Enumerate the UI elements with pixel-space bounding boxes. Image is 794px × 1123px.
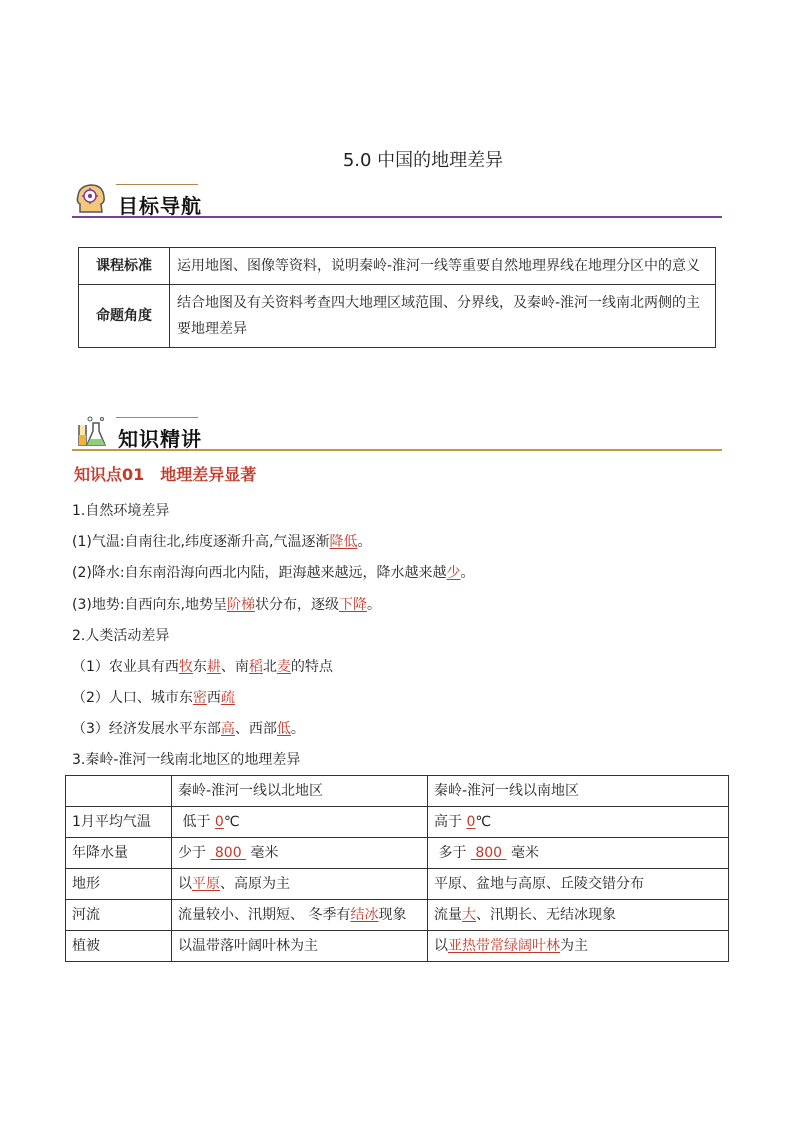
south-cell: 平原、盆地与高原、丘陵交错分布 — [428, 869, 729, 900]
curriculum-table — [78, 247, 716, 348]
table-row — [79, 248, 716, 285]
south-cell: 多于 800 毫米 — [428, 838, 729, 869]
table-row — [66, 776, 729, 807]
south-cell: 高于 0℃ — [428, 807, 729, 838]
row-text: 运用地图、图像等资料，说明秦岭-淮河一线等重要自然地理界线在地理分区中的意义 — [170, 248, 716, 285]
south-cell: 流量大、汛期长、无结冰现象 — [428, 900, 729, 931]
row-label: 河流 — [66, 900, 172, 931]
lab-flask-icon — [74, 415, 108, 449]
north-cell: 少于 800 毫米 — [172, 838, 428, 869]
header-cell — [66, 776, 172, 807]
page-title: 5.0 中国的地理差异 — [342, 150, 504, 171]
table-row — [66, 931, 729, 962]
header-top-line — [116, 417, 198, 418]
table-row — [66, 900, 729, 931]
header-top-line — [116, 184, 198, 185]
knowledge-point-title: 知识点01 地理差异显著 — [74, 465, 257, 484]
human-line-3: （3）经济发展水平东部高、西部低。 — [72, 721, 305, 737]
north-cell: 低于 0℃ — [172, 807, 428, 838]
head-brain-icon — [74, 182, 108, 216]
natural-heading: 1.自然环境差异 — [72, 503, 170, 519]
section-header-goals — [72, 182, 722, 222]
human-line-2: （2）人口、城市东密西疏 — [72, 690, 235, 706]
north-cell: 流量较小、汛期短、 冬季有结冰现象 — [172, 900, 428, 931]
qinling-diff-table — [65, 775, 729, 962]
header-cell: 秦岭-淮河一线以北地区 — [172, 776, 428, 807]
qinling-heading: 3.秦岭-淮河一线南北地区的地理差异 — [72, 752, 301, 768]
natural-line-3: (3)地势:自西向东,地势呈阶梯状分布，逐级下降。 — [72, 597, 381, 613]
north-cell: 以温带落叶阔叶林为主 — [172, 931, 428, 962]
table-row — [66, 807, 729, 838]
table-row — [79, 285, 716, 348]
natural-line-1: (1)气温:自南往北,纬度逐渐升高,气温逐渐降低。 — [72, 534, 372, 550]
header-cell: 秦岭-淮河一线以南地区 — [428, 776, 729, 807]
human-line-1: （1）农业具有西牧东耕、南稻北麦的特点 — [72, 659, 333, 675]
row-label: 地形 — [66, 869, 172, 900]
table-row — [66, 869, 729, 900]
section-title: 目标导航 — [118, 194, 202, 218]
row-text: 结合地图及有关资料考查四大地理区域范围、分界线，及秦岭-淮河一线南北两侧的主要地理差异 — [170, 285, 716, 348]
section-header-knowledge — [72, 415, 722, 455]
north-cell: 以平原、高原为主 — [172, 869, 428, 900]
south-cell: 以亚热带常绿阔叶林为主 — [428, 931, 729, 962]
row-label: 年降水量 — [66, 838, 172, 869]
section-rule — [72, 449, 722, 451]
section-title: 知识精讲 — [118, 427, 202, 451]
natural-line-2: (2)降水:自东南沿海向西北内陆，距海越来越远，降水越来越少。 — [72, 565, 475, 581]
row-label: 植被 — [66, 931, 172, 962]
section-rule — [72, 216, 722, 218]
human-heading: 2.人类活动差异 — [72, 628, 170, 644]
table-row — [66, 838, 729, 869]
row-label: 1月平均气温 — [66, 807, 172, 838]
row-label: 课程标准 — [79, 248, 170, 285]
row-label: 命题角度 — [79, 285, 170, 348]
